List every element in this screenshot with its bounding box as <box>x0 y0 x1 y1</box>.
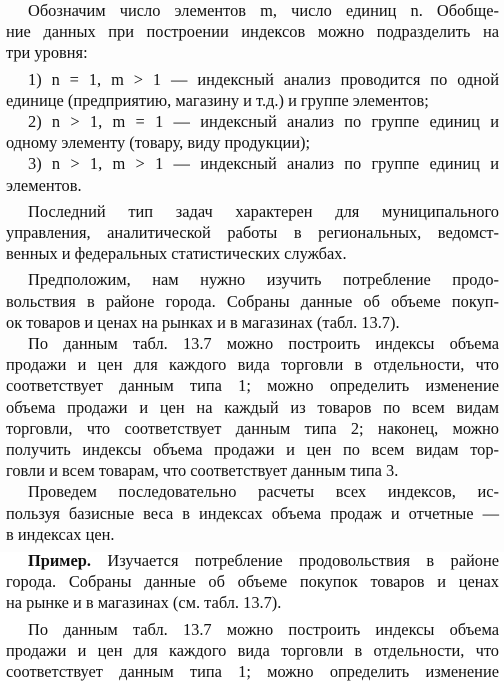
text-line: соответствует данным типа 1; можно определить изменение <box>6 662 499 682</box>
paragraph-continuation <box>6 132 499 153</box>
text-line: Предположим, нам нужно изучить потребление продо- <box>28 270 499 290</box>
paragraph-continuation <box>6 291 499 333</box>
paragraph <box>6 201 499 222</box>
text-line: элементов. <box>6 175 82 195</box>
text-line: 1) n = 1, m > 1 — индексный анализ проводится по одной <box>28 69 499 89</box>
text-line <box>28 550 499 571</box>
text-line: 2) n > 1, m = 1 — индексный анализ по группе единиц и <box>28 112 499 132</box>
text-line: ние данных при построении индексов можно подразделить на <box>6 22 499 42</box>
text-line: Обозначим число элементов m, число единиц n. Обобще- <box>28 1 499 20</box>
text-line: пользуя базисные веса в индексах объема продаж и отчетные — <box>6 503 499 523</box>
paragraph <box>6 481 499 502</box>
paragraph-continuation <box>6 222 499 264</box>
text-line: По данным табл. 13.7 можно построить индексы объема <box>28 334 499 354</box>
text-line: управления, аналитической работы в региональных, ведомст- <box>6 223 499 243</box>
example-label: Пример. <box>28 551 91 571</box>
text-line: ок товаров и ценах на рынках и в магазинах (табл. 13.7). <box>6 312 400 332</box>
example-paragraph <box>6 550 499 571</box>
paragraph <box>6 333 499 354</box>
text-line: По данным табл. 13.7 можно построить индексы объема <box>28 619 499 639</box>
list-item <box>6 153 499 174</box>
list-item <box>6 111 499 132</box>
paragraph-continuation <box>6 21 499 63</box>
text-line: венных и федеральных статистических службах. <box>6 244 347 264</box>
paragraph <box>6 619 499 640</box>
paragraph <box>6 0 499 21</box>
paragraph-continuation <box>6 640 499 682</box>
text-line: 3) n > 1, m > 1 — индексный анализ по группе единиц и <box>28 154 499 174</box>
text-line: одному элементу (товару, виду продукции); <box>6 133 311 153</box>
text-line: соответствует данным типа 1; можно определить изменение <box>6 376 499 396</box>
text-line: продажи и цен для каждого вида торговли в отдельности, что <box>6 640 499 660</box>
paragraph-continuation <box>6 354 499 481</box>
text-line: в индексах цен. <box>6 524 115 544</box>
text-fragment: Изучается потребление продовольствия в районе <box>90 551 499 571</box>
list-item <box>6 69 499 90</box>
text-line: три уровня: <box>6 43 88 63</box>
text-line: Последний тип задач характерен для муниципального <box>28 201 499 221</box>
text-line: говли и всем товарам, что соответствует данным типа 3. <box>6 461 399 481</box>
paragraph-continuation <box>6 90 499 111</box>
text-line: получить индексы объема продажи и цен по всем видам тор- <box>6 440 499 460</box>
text-line: вольствия в районе города. Собраны данные об объеме покуп- <box>6 291 499 311</box>
paragraph-continuation <box>6 175 499 196</box>
text-line: города. Собраны данные об объеме покупок товаров и ценах <box>6 572 499 592</box>
paragraph-continuation <box>6 571 499 613</box>
text-line: торговли, что соответствует данным типа 2; наконец, можно <box>6 418 499 438</box>
paragraph <box>6 269 499 290</box>
text-line: единице (предприятию, магазину и т.д.) и группе элементов; <box>6 90 429 110</box>
text-line: Проведем последовательно расчеты всех индексов, ис- <box>28 482 499 502</box>
text-line: на рынке и в магазинах (см. табл. 13.7). <box>6 593 282 613</box>
text-line: продажи и цен для каждого вида торговли в отдельности, что <box>6 355 499 375</box>
text-line: объема продажи и цен на каждый из товаров по всем видам <box>6 397 499 417</box>
paragraph-continuation <box>6 503 499 545</box>
